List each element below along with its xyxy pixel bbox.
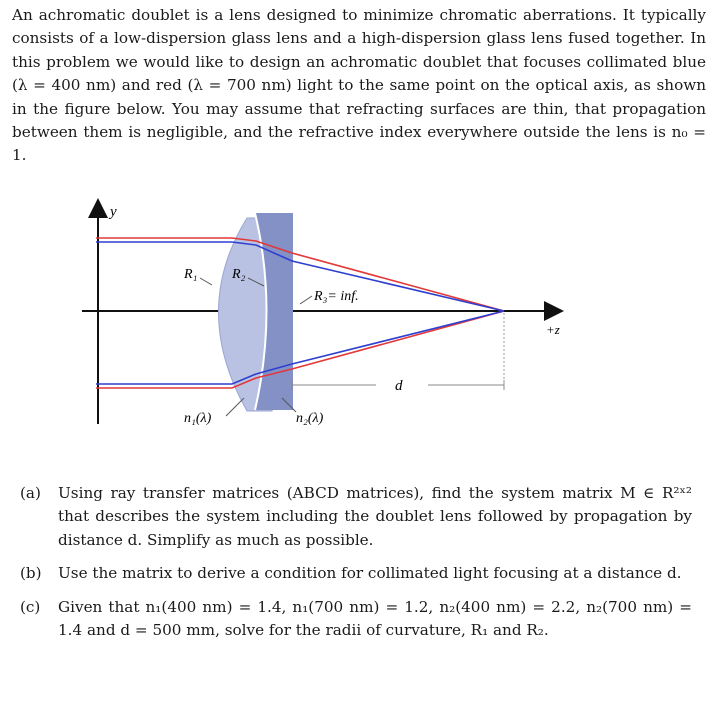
question-list bbox=[20, 482, 692, 652]
question-letter: (a) bbox=[20, 484, 41, 502]
y-axis-label: y bbox=[110, 204, 117, 220]
question-c bbox=[20, 596, 692, 643]
question-b bbox=[20, 562, 692, 585]
question-a bbox=[20, 482, 692, 552]
red-ray-lower bbox=[96, 311, 504, 388]
r3-label: R₃= inf. bbox=[314, 289, 359, 304]
r1-label: R₁ bbox=[184, 267, 198, 282]
r1-leader bbox=[200, 278, 212, 285]
z-axis-label: +z bbox=[546, 322, 560, 337]
r3-leader bbox=[300, 296, 312, 304]
d-label: d bbox=[395, 378, 403, 394]
n2-label: n₂(λ) bbox=[296, 411, 324, 426]
r2-label: R₂ bbox=[232, 267, 246, 282]
n1-leader bbox=[226, 398, 244, 416]
question-text: Use the matrix to derive a condition for collimated light focusing at a distance d. bbox=[58, 564, 682, 583]
question-letter: (b) bbox=[20, 564, 42, 583]
intro-paragraph: An achromatic doublet is a lens designed to minimize chromatic aberrations. It typically consists of a low-dispersion glass lens and a high-dispersion glass lens fused together. In this problem we would like to design an achromatic doublet that focuses collimated blue (λ = 400 nm) and red (λ = 700 nm) light to the same point on the optical axis, as shown in the figure below. You may assume that refracting surfaces are thin, that propagation between them is negligible, and the refractive index everywhere outside the lens is n₀ = 1. bbox=[12, 6, 706, 165]
n1-label: n₁(λ) bbox=[184, 411, 212, 426]
question-text: Using ray transfer matrices (ABCD matrices), find the system matrix M ∈ R²ˣ² that describes the system including the doublet lens followed by propagation by distance d. Simplify as much as possible. bbox=[58, 484, 692, 549]
blue-ray-lower bbox=[96, 311, 504, 384]
blue-ray-upper bbox=[96, 242, 504, 311]
red-ray-upper bbox=[96, 238, 504, 311]
achromatic-doublet-figure bbox=[60, 192, 580, 442]
question-text: Given that n₁(400 nm) = 1.4, n₁(700 nm) = 1.2, n₂(400 nm) = 2.2, n₂(700 nm) = 1.4 and d = 500 mm, solve for the radii of curvature, R₁ and R₂. bbox=[58, 597, 692, 640]
problem-intro bbox=[12, 4, 706, 168]
question-letter: (c) bbox=[20, 597, 41, 616]
